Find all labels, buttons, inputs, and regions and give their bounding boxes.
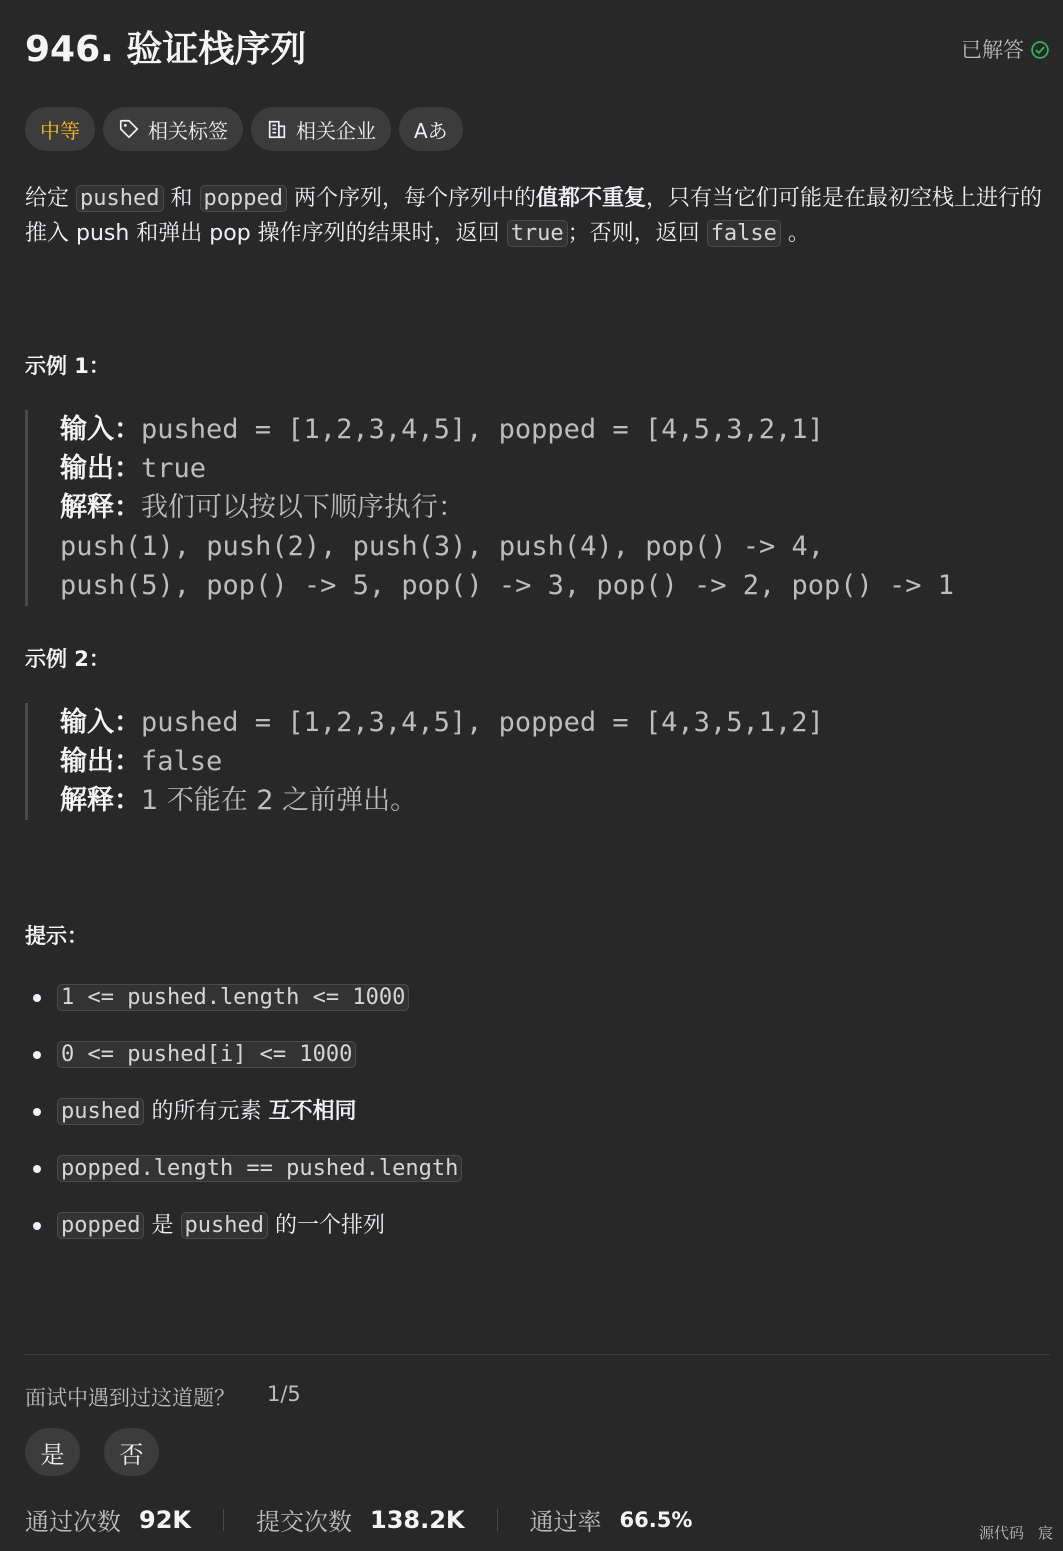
solved-status [961,36,1050,64]
input-label: 输入： [60,414,141,445]
interview-count: 1/5 [267,1382,301,1406]
divider [223,1509,224,1531]
tag-icon [118,118,140,140]
code-popped: popped [200,185,287,212]
desc-text: 给定 [25,186,70,211]
accepted-label: 通过次数 [25,1508,121,1536]
hint-code: popped [57,1212,144,1239]
footer [979,1522,1053,1543]
hint-code: 0 <= pushed[i] <= 1000 [57,1041,356,1068]
example1-block [25,410,954,606]
example1-line2: push(5), pop() -> 5, pop() -> 3, pop() -> 2, pop() -> 1 [60,570,955,601]
title-row [25,22,1050,78]
stats-bar [25,1502,692,1537]
related-companies-label: 相关企业 [296,118,376,143]
desc-text: ，只有当它们可能是在最初空栈上进行的推入 push 和弹出 pop 操作序列的结果时，返回 [25,186,1043,246]
interview-answer-buttons [25,1428,159,1476]
yes-button[interactable]: 是 [25,1428,80,1476]
explain-label: 解释： [60,785,141,816]
interview-question [25,1382,301,1412]
example2-explain: 1 不能在 2 之前弹出。 [141,785,418,816]
hint-bold: 互不相同 [268,1099,357,1124]
example2-title: 示例 2： [25,647,110,671]
desc-text: 两个序列，每个序列中的 [294,186,537,211]
no-button[interactable]: 否 [104,1428,159,1476]
acceptance-rate-value: 66.5% [619,1507,693,1532]
code-false: false [707,220,781,247]
translate-icon: Aあ [414,118,448,143]
output-label: 输出： [60,453,141,484]
hint-code: popped.length == pushed.length [57,1155,462,1182]
related-companies-button[interactable] [251,107,391,151]
explain-label: 解释： [60,492,141,523]
example1-output: true [141,453,207,484]
submissions-value: 138.2K [370,1505,465,1534]
tag-bar [25,107,463,151]
list-item [25,978,462,1035]
list-item [25,1092,462,1149]
code-pushed: pushed [76,185,163,212]
related-tags-label: 相关标签 [148,118,228,143]
example2-input: pushed = [1,2,3,4,5], popped = [4,3,5,1,2] [141,707,824,738]
problem-title: 946. 验证栈序列 [25,29,307,70]
input-label: 输入： [60,707,141,738]
hint-text: 的一个排列 [274,1213,385,1238]
example2-output: false [141,746,223,777]
hint-text: 是 [151,1213,174,1238]
code-true: true [507,220,568,247]
check-circle-icon [1030,40,1050,60]
source-code-label: 源代码 [978,1524,1024,1542]
example1-title: 示例 1： [25,354,110,378]
example2-block [25,703,824,820]
example1-explain: 我们可以按以下顺序执行： [141,492,465,523]
submissions-label: 提交次数 [256,1508,352,1536]
hint-code: 1 <= pushed.length <= 1000 [57,984,409,1011]
list-item [25,1035,462,1092]
translate-button[interactable] [399,107,463,151]
divider [25,1354,1050,1355]
example1-line1: push(1), push(2), push(3), push(4), pop() -> 4, [60,531,825,562]
interview-question-text: 面试中遇到过这道题？ [25,1386,235,1410]
list-item [25,1206,462,1263]
building-icon [266,118,288,140]
hints-title: 提示： [25,924,88,948]
accepted-value: 92K [139,1505,191,1534]
desc-bold: 值都不重复 [536,186,647,211]
acceptance-rate-label: 通过率 [529,1508,602,1536]
desc-text: 和 [170,186,193,211]
desc-text: 。 [787,221,810,246]
output-label: 输出： [60,746,141,777]
hint-text: 的所有元素 [151,1099,262,1124]
related-tags-button[interactable] [103,107,243,151]
hint-code: pushed [57,1098,144,1125]
desc-text: ；否则，返回 [567,221,700,246]
list-item [25,1149,462,1206]
hint-code: pushed [181,1212,268,1239]
footer-extra: 宸 [1037,1524,1053,1542]
problem-description [25,181,1055,251]
solved-label: 已解答 [961,38,1024,62]
difficulty-badge[interactable]: 中等 [25,107,95,151]
example1-input: pushed = [1,2,3,4,5], popped = [4,5,3,2,1] [141,414,824,445]
divider [497,1509,498,1531]
hints-list [25,978,462,1263]
